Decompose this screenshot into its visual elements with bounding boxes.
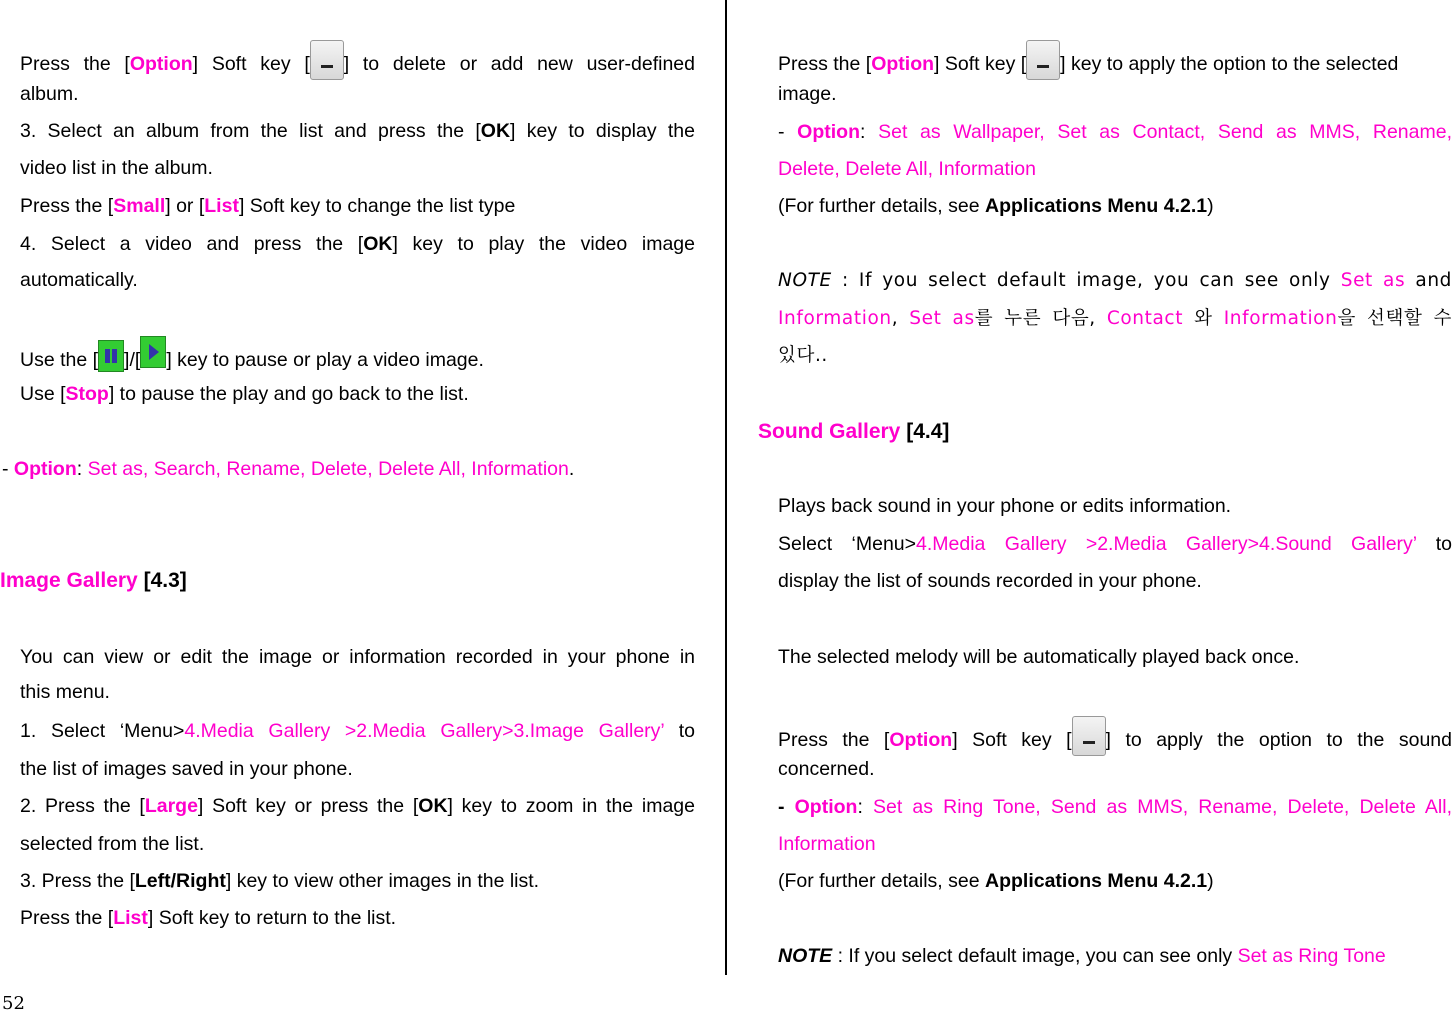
text-line: 3. Press the [Left/Right] key to view other images in the list.: [20, 870, 540, 892]
column-divider: [725, 0, 727, 975]
text-line: automatically.: [20, 269, 138, 291]
text-line: 4. Select a video and press the [OK] key to play the video image: [20, 233, 696, 255]
text-line: Select ‘Menu>4.Media Gallery >2.Media Gallery>4.Sound Gallery’ to: [778, 533, 1452, 555]
softkey-icon: [1026, 40, 1060, 80]
text-line: 3. Select an album from the list and press the [OK] key to display the: [20, 120, 695, 142]
text-line: Press the [Small] or [List] Soft key to change the list type: [20, 195, 516, 217]
option-line: - Option: Set as, Search, Rename, Delete, Delete All, Information.: [2, 458, 575, 480]
text-line: video list in the album.: [20, 157, 213, 179]
text-line: Delete, Delete All, Information: [778, 158, 1036, 180]
text-line: Press the [Option] Soft key [ ] to delete or add new user-defined: [20, 40, 695, 80]
pause-icon: [98, 340, 124, 372]
text-line: Use [Stop] to pause the play and go back to the list.: [20, 383, 469, 405]
text-line: 2. Press the [Large] Soft key or press the [OK] key to zoom in the image: [20, 795, 695, 817]
text-line: - Option: Set as Wallpaper, Set as Contact, Send as MMS, Rename,: [778, 121, 1452, 143]
text-line: Press the [List] Soft key to return to the list.: [20, 907, 397, 929]
text-line: Use the [ ]/[ ] key to pause or play a video image.: [20, 336, 695, 372]
note-line: NOTE : If you select default image, you can see only Set as and: [778, 270, 1452, 291]
note-line: Information, Set as를 누른 다음, Contact 와 Information을 선택할 수: [778, 308, 1452, 329]
text-line: this menu.: [20, 681, 110, 703]
softkey-icon: [1072, 716, 1106, 756]
text-line: display the list of sounds recorded in your phone.: [778, 570, 1202, 592]
section-heading: Sound Gallery [4.4]: [758, 420, 950, 443]
text-line: Information: [778, 833, 876, 855]
text-line: You can view or edit the image or information recorded in your phone in: [20, 646, 695, 668]
note-line: 있다..: [778, 345, 828, 366]
note-line: NOTE : If you select default image, you can see only Set as Ring Tone: [778, 945, 1386, 967]
text-line: Press the [Option] Soft key [ ] key to apply the option to the selected: [778, 40, 1452, 80]
text-line: selected from the list.: [20, 833, 205, 855]
text-line: 1. Select ‘Menu>4.Media Gallery >2.Media Gallery>3.Image Gallery’ to: [20, 720, 696, 742]
softkey-icon: [310, 40, 344, 80]
text-line: Plays back sound in your phone or edits information.: [778, 495, 1232, 517]
text-line: Press the [Option] Soft key [ ] to apply the option to the sound: [778, 716, 1452, 756]
page-number: 52: [2, 993, 25, 1014]
text-line: image.: [778, 83, 837, 105]
text-line: (For further details, see Applications Menu 4.2.1): [778, 195, 1214, 217]
text-line: The selected melody will be automatically played back once.: [778, 646, 1300, 668]
text-line: album.: [20, 83, 79, 105]
text-line: concerned.: [778, 758, 875, 780]
text-line: the list of images saved in your phone.: [20, 758, 353, 780]
section-heading: Image Gallery [4.3]: [0, 569, 187, 592]
play-icon: [140, 336, 166, 368]
option-line: - Option: Set as Ring Tone, Send as MMS, Rename, Delete, Delete All,: [778, 796, 1452, 818]
text-line: (For further details, see Applications Menu 4.2.1): [778, 870, 1214, 892]
